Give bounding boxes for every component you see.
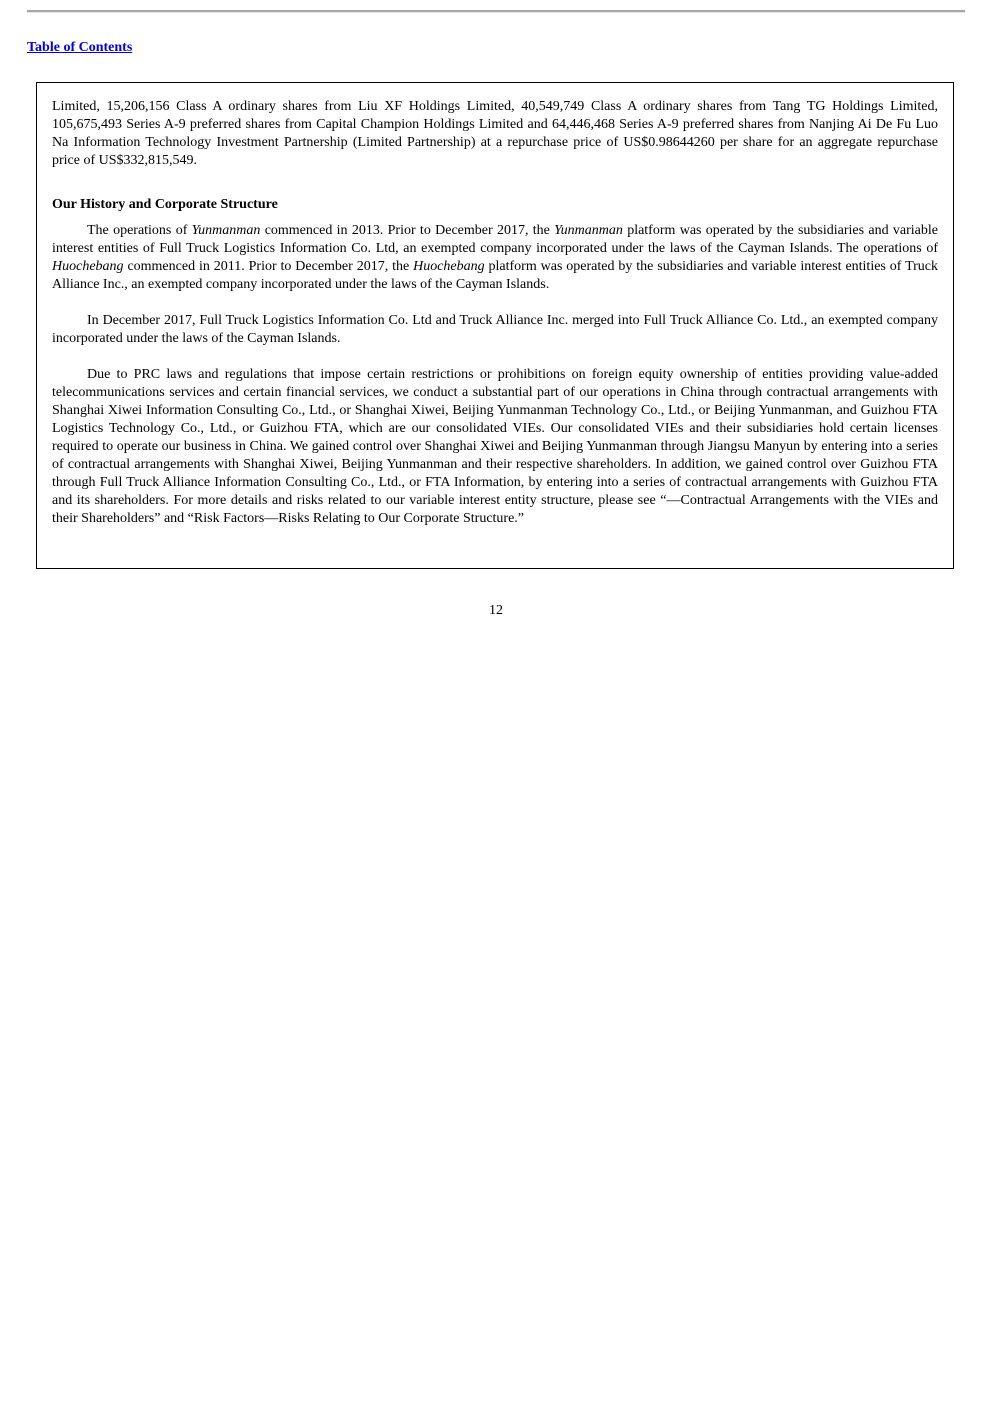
p1-text-e: platform was operated by the subsidiaries and variable interest entities of Full Truck Logistics Information Co. Ltd, an exempted company incorporated under the laws of the Cayman Islands. The operations of (52, 223, 938, 256)
p1-text-i: platform was operated by the subsidiaries and variable interest entities of Truck Alliance Inc., an exempted company incorporated under the laws of the Cayman Islands. (52, 259, 939, 292)
table-of-contents-link[interactable]: Table of Contents (27, 40, 133, 55)
content-box (36, 82, 954, 569)
p1-italic-yunmanman-1: Yunmanman (191, 223, 261, 238)
p1-italic-huochebang-2: Huochebang (413, 259, 485, 274)
p1-italic-huochebang-1: Huochebang (52, 259, 124, 274)
p1-text-c: commenced in 2013. Prior to December 2017, the (260, 223, 555, 238)
p1-italic-yunmanman-2: Yunmanman (554, 223, 623, 238)
top-divider (27, 10, 965, 13)
p1-text-g: commenced in 2011. Prior to December 2017, the (123, 259, 414, 274)
intro-paragraph: Limited, 15,206,156 Class A ordinary shares from Liu XF Holdings Limited, 40,549,749 Class A ordinary shares from Tang TG Holdings Limited, 105,675,493 Series A-9 preferred shares from Capital Champion Holdings Limited and 64,446,468 Series A-9 preferred shares from Nanjing Ai De Fu Luo Na Information Technology Investment Partnership (Limited Partnership) at a repurchase price of US$0.98644260 per share for an aggregate repurchase price of US$332,815,549. (52, 99, 938, 168)
history-paragraph-3: Due to PRC laws and regulations that impose certain restrictions or prohibitions on foreign equity ownership of entities providing value-added telecommunications services and certain financial services, we conduct a substantial part of our operations in China through contractual arrangements with Shanghai Xiwei Information Consulting Co., Ltd., or Shanghai Xiwei, Beijing Yunmanman Technology Co., Ltd., or Beijing Yunmanman, and Guizhou FTA Logistics Technology Co., Ltd., or Guizhou FTA, which are our consolidated VIEs. Our consolidated VIEs and their subsidiaries hold certain licenses required to operate our business in China. We gained control over Shanghai Xiwei and Beijing Yunmanman through Jiangsu Manyun by entering into a series of contractual arrangements with Shanghai Xiwei, Beijing Yunmanman and their respective shareholders. In addition, we gained control over Guizhou FTA through Full Truck Alliance Information Consulting Co., Ltd., or FTA Information, by entering into a series of contractual arrangements with Guizhou FTA and its shareholders. For more details and risks related to our variable interest entity structure, please see “—Contractual Arrangements with the VIEs and their Shareholders” and “Risk Factors—Risks Relating to Our Corporate Structure.” (52, 367, 938, 526)
section-heading: Our History and Corporate Structure (52, 197, 278, 212)
history-paragraph-2: In December 2017, Full Truck Logistics Information Co. Ltd and Truck Alliance Inc. merged into Full Truck Alliance Co. Ltd., an exempted company incorporated under the laws of the Cayman Islands. (52, 313, 938, 346)
page-number: 12 (489, 603, 503, 618)
p1-text-a: The operations of (87, 223, 192, 238)
history-paragraph-1 (52, 222, 938, 294)
